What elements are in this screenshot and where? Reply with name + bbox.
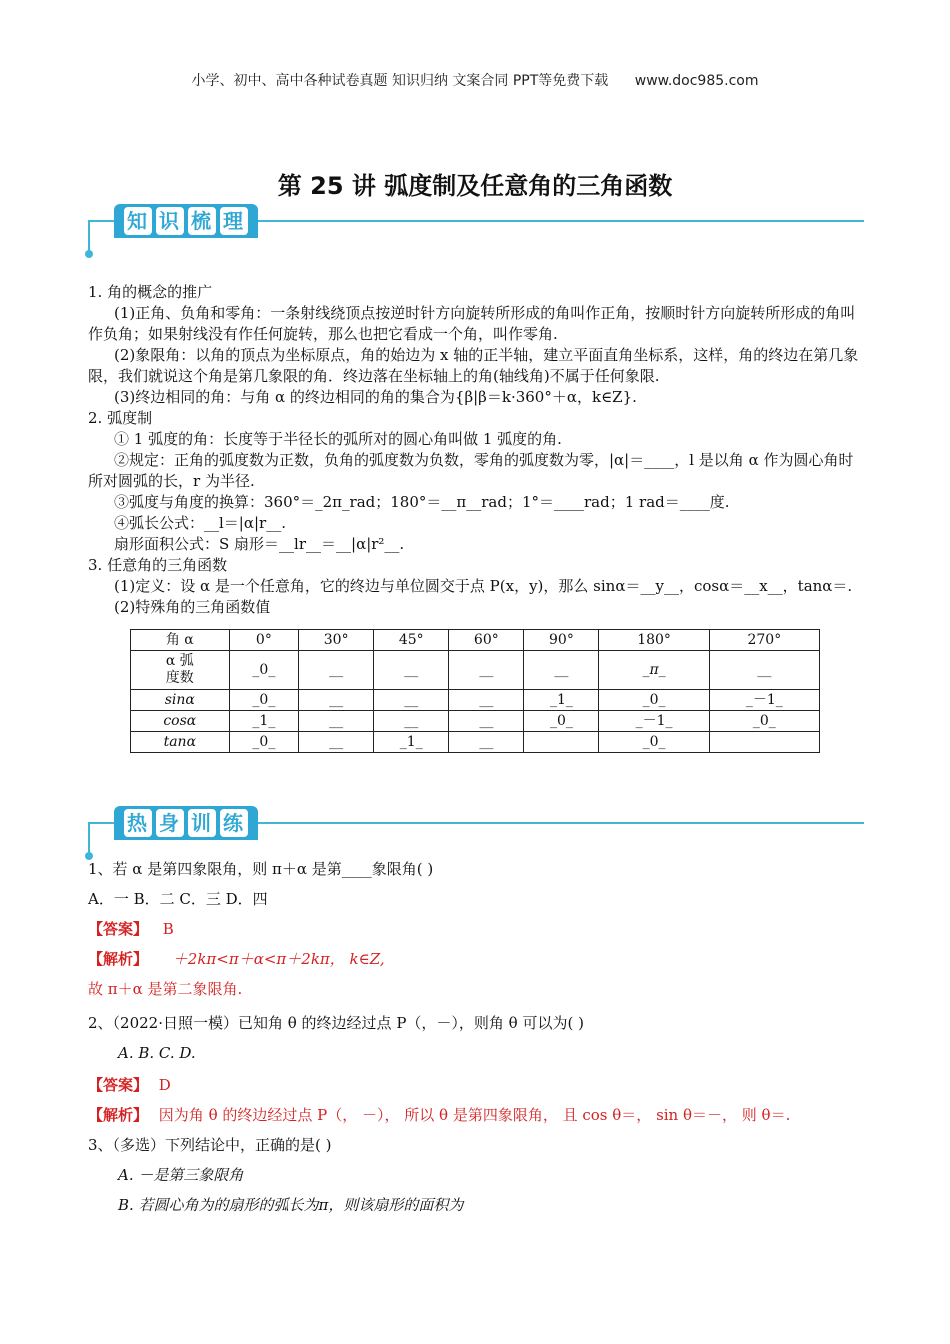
q3-stem: 3、（多选）下列结论中，正确的是( ) bbox=[88, 1136, 332, 1154]
banner-char: 训 bbox=[188, 809, 216, 837]
table-cell: _0_ bbox=[709, 711, 819, 732]
table-cell: __ bbox=[299, 651, 374, 690]
answer-value: B bbox=[162, 920, 174, 938]
table-cell: _0_ bbox=[229, 651, 299, 690]
table-cell: sinα bbox=[131, 690, 230, 711]
banner-char: 理 bbox=[220, 207, 248, 235]
table-cell: _1_ bbox=[229, 711, 299, 732]
table-cell: __ bbox=[374, 690, 449, 711]
banner-char: 梳 bbox=[188, 207, 216, 235]
q1-options: A．一 B．二 C．三 D．四 bbox=[88, 890, 268, 908]
table-cell: _1_ bbox=[374, 732, 449, 753]
page-title: 第 25 讲 弧度制及任意角的三角函数 bbox=[277, 172, 673, 200]
q3-option-b: B. 若圆心角为的扇形的弧长为π，则该扇形的面积为 bbox=[118, 1196, 464, 1214]
table-header-cell: 30° bbox=[299, 630, 374, 651]
text-sector-area: 扇形面积公式：S 扇形＝__lr__＝__|α|r²__. bbox=[114, 535, 405, 553]
q1-answer bbox=[88, 918, 174, 939]
table-cell: _0_ bbox=[599, 690, 709, 711]
table-header-cell: 0° bbox=[229, 630, 299, 651]
table-cell: __ bbox=[374, 651, 449, 690]
heading-angle-concept: 1. 角的概念的推广 bbox=[88, 283, 213, 301]
table-cell: __ bbox=[449, 651, 524, 690]
table-header-cell: 角 α bbox=[131, 630, 230, 651]
analysis-label: 【解析】 bbox=[88, 1106, 149, 1124]
table-cell: __ bbox=[709, 651, 819, 690]
table-cell: tanα bbox=[131, 732, 230, 753]
banner-char: 知 bbox=[124, 207, 152, 235]
text-one-radian: ① 1 弧度的角：长度等于半径长的弧所对的圆心角叫做 1 弧度的角. bbox=[114, 430, 562, 448]
table-cell: __ bbox=[524, 651, 599, 690]
analysis-label: 【解析】 bbox=[88, 950, 149, 968]
text-conversion: ③弧度与角度的换算：360°＝_2π_rad；180°＝__π__rad；1°＝____rad；1 rad＝____度. bbox=[114, 493, 730, 511]
table-header-cell: 180° bbox=[599, 630, 709, 651]
q1-conclusion: 故 π＋α 是第二象限角. bbox=[88, 980, 243, 998]
table-cell: __ bbox=[299, 732, 374, 753]
table-cell: __ bbox=[449, 711, 524, 732]
q2-analysis bbox=[88, 1104, 790, 1125]
table-cell: _－1_ bbox=[599, 711, 709, 732]
q2-answer bbox=[88, 1074, 171, 1095]
text-quadrant-angle: (2)象限角：以角的顶点为坐标原点，角的始边为 x 轴的正半轴，建立平面直角坐标系，这样，角的终边在第几象限，我们就说这个角是第几象限的角．终边落在坐标轴上的角(轴线角)不属于任何象限. bbox=[88, 346, 859, 385]
table-header-cell: 90° bbox=[524, 630, 599, 651]
q2-options: A. B. C. D. bbox=[118, 1044, 196, 1062]
text-positive-negative-angle: (1)正角、负角和零角：一条射线绕顶点按逆时针方向旋转所形成的角叫作正角，按顺时针方向旋转所形成的角叫作负角；如果射线没有作任何旋转，那么也把它看成一个角，叫作零角. bbox=[88, 304, 856, 343]
table-cell: __ bbox=[449, 690, 524, 711]
warmup-questions bbox=[88, 0, 864, 1344]
text-trig-definition: (1)定义：设 α 是一个任意角，它的终边与单位圆交于点 P(x，y)，那么 sinα＝__y__，cosα＝__x__，tanα＝. bbox=[114, 577, 853, 595]
table-cell: _π_ bbox=[599, 651, 709, 690]
table-cell: _0_ bbox=[524, 711, 599, 732]
banner-char: 识 bbox=[156, 207, 184, 235]
table-cell: _1_ bbox=[524, 690, 599, 711]
header-url[interactable]: www.doc985.com bbox=[634, 73, 759, 89]
q1-analysis bbox=[88, 948, 385, 969]
table-cell: __ bbox=[449, 732, 524, 753]
banner-char: 热 bbox=[124, 809, 152, 837]
table-cell: α 弧 度数 bbox=[131, 651, 230, 690]
table-header-cell: 60° bbox=[449, 630, 524, 651]
table-cell: __ bbox=[299, 711, 374, 732]
table-cell: cosα bbox=[131, 711, 230, 732]
table-cell: __ bbox=[374, 711, 449, 732]
q1-stem: 1、若 α 是第四象限角，则 π＋α 是第____象限角( ) bbox=[88, 860, 434, 878]
text-radian-rule: ②规定：正角的弧度数为正数，负角的弧度数为负数，零角的弧度数为零，|α|＝____，l 是以角 α 作为圆心角时所对圆弧的长，r 为半径. bbox=[88, 451, 854, 490]
banner-char: 身 bbox=[156, 809, 184, 837]
table-cell: _0_ bbox=[229, 690, 299, 711]
heading-trig-functions: 3. 任意角的三角函数 bbox=[88, 556, 228, 574]
banner-char: 练 bbox=[220, 809, 248, 837]
table-cell: _0_ bbox=[599, 732, 709, 753]
table-cell: _－1_ bbox=[709, 690, 819, 711]
answer-label: 【答案】 bbox=[88, 1076, 149, 1094]
header-text: 小学、初中、高中各种试卷真题 知识归纳 文案合同 PPT等免费下载 bbox=[191, 73, 609, 89]
answer-label: 【答案】 bbox=[88, 920, 149, 938]
table-cell: __ bbox=[299, 690, 374, 711]
q3-option-a: A. －是第三象限角 bbox=[118, 1166, 244, 1184]
q2-stem: 2、（2022·日照一模）已知角 θ 的终边经过点 P（，－），则角 θ 可以为( ) bbox=[88, 1014, 584, 1032]
text-special-values: (2)特殊角的三角函数值 bbox=[114, 598, 271, 616]
heading-radian: 2. 弧度制 bbox=[88, 409, 153, 427]
text-arc-length: ④弧长公式：__l＝|α|r__. bbox=[114, 514, 286, 532]
table-header-cell: 270° bbox=[709, 630, 819, 651]
answer-value: D bbox=[158, 1076, 171, 1094]
analysis-text: 因为角 θ 的终边经过点 P（， －）， 所以 θ 是第四象限角， 且 cos θ＝， sin θ＝－， 则 θ＝. bbox=[158, 1106, 791, 1124]
text-coterminal-angle: (3)终边相同的角：与角 α 的终边相同的角的集合为{β|β＝k·360°＋α，k∈Z}. bbox=[114, 388, 637, 406]
table-cell: _0_ bbox=[229, 732, 299, 753]
analysis-text: ＋2kπ<π＋α<π＋2kπ， k∈Z, bbox=[172, 950, 385, 968]
table-header-cell: 45° bbox=[374, 630, 449, 651]
